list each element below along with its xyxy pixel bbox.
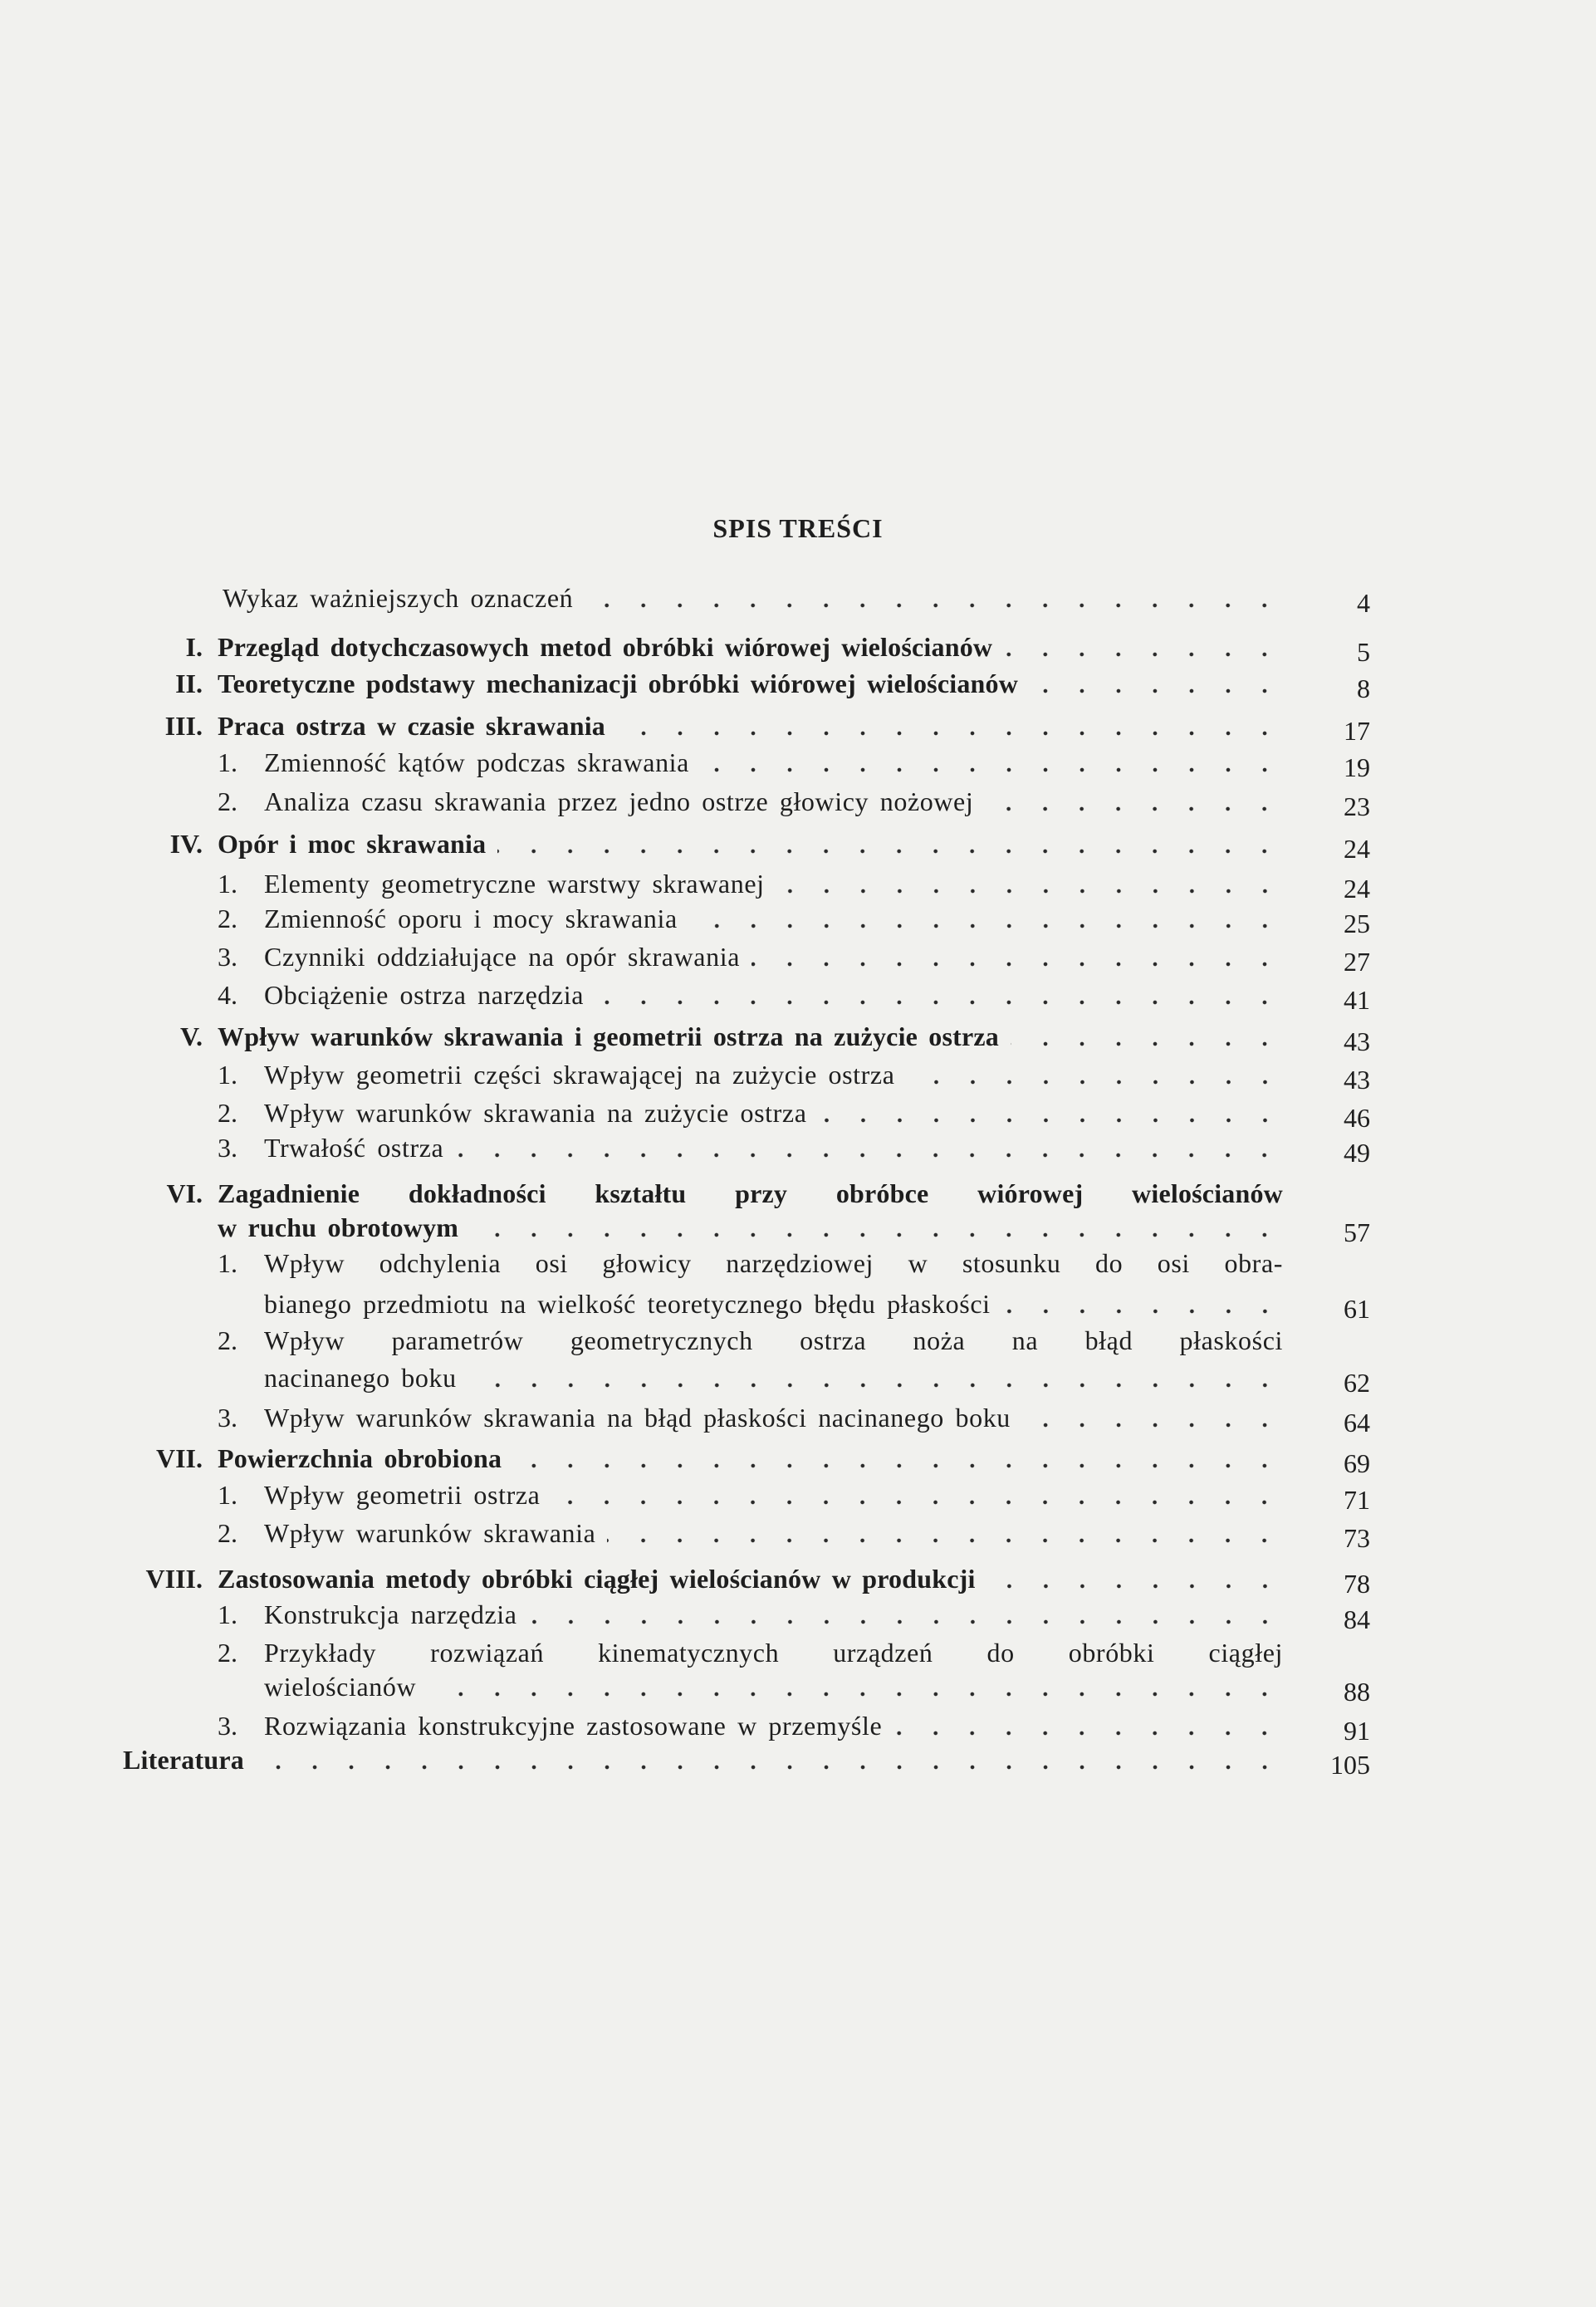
entry-number: 1. (218, 1480, 237, 1510)
entry-line (264, 1131, 1283, 1164)
entry-line (264, 1058, 1283, 1091)
dot-leader (428, 1670, 1283, 1703)
entry-line (218, 630, 1283, 664)
dot-leader (497, 827, 1283, 860)
page-number: 17 (1344, 716, 1370, 746)
entry-title: Czynniki oddziałujące na opór skrawania (264, 942, 740, 972)
dot-leader (751, 940, 1283, 973)
entry-title: bianego przedmiotu na wielkość teoretycznego błędu płaskości (264, 1289, 991, 1319)
entry-title: Wpływ warunków skrawania na zużycie ostrza (264, 1098, 807, 1128)
entry-line (264, 1096, 1283, 1129)
dot-leader (907, 1058, 1283, 1091)
entry-number: III. (164, 711, 203, 741)
entry-title: Zmienność kątów podczas skrawania (264, 747, 689, 777)
entry-line (218, 1020, 1283, 1053)
page-title: SPIS TREŚCI (712, 513, 884, 543)
entry-title: Wpływ warunków skrawania na błąd płaskości nacinanego boku (264, 1403, 1011, 1433)
entry-title: Wpływ geometrii ostrza (264, 1480, 541, 1510)
entry-line (218, 1442, 1283, 1475)
entry-number: VIII. (145, 1564, 203, 1594)
entry-number: 4. (218, 980, 237, 1010)
entry-title: Wpływ parametrów geometrycznych ostrza noża na błąd płaskości (264, 1325, 1283, 1355)
entry-title: nacinanego boku (264, 1363, 457, 1393)
entry-number: 2. (218, 1638, 237, 1668)
entry-number: I. (185, 632, 203, 662)
entry-line (264, 1287, 1283, 1320)
entry-line (218, 667, 1283, 700)
dot-leader (607, 1516, 1283, 1550)
entry-number: IV. (169, 829, 203, 859)
entry-line (264, 1636, 1283, 1669)
entry-line (218, 709, 1283, 742)
entry-line (264, 940, 1283, 973)
entry-number: VI. (166, 1178, 203, 1208)
entry-title: Powierzchnia obrobiona (218, 1443, 502, 1473)
page-number: 64 (1344, 1408, 1370, 1438)
dot-leader (256, 1743, 1283, 1776)
entry-title: Zagadnienie dokładności kształtu przy obróbce wiórowej wielościanów (218, 1178, 1283, 1208)
entry-title: Wpływ warunków skrawania i geometrii ostrza na zużycie ostrza (218, 1021, 999, 1051)
entry-number: V. (180, 1021, 203, 1051)
dot-leader (468, 1361, 1283, 1394)
dot-leader (819, 1096, 1283, 1129)
entry-title: Zastosowania metody obróbki ciągłej wielościanów w produkcji (218, 1564, 976, 1594)
page-number: 71 (1344, 1485, 1370, 1515)
entry-line (264, 1361, 1283, 1394)
dot-leader (1022, 1401, 1283, 1434)
entry-title: Konstrukcja narzędzia (264, 1599, 517, 1629)
entry-title: Analiza czasu skrawania przez jedno ostrze głowicy nożowej (264, 786, 974, 816)
entry-title: Wpływ geometrii części skrawającej na zużycie ostrza (264, 1060, 895, 1090)
page-number: 78 (1344, 1569, 1370, 1599)
page-number: 91 (1344, 1716, 1370, 1746)
page-number: 88 (1344, 1677, 1370, 1707)
page-number: 4 (1357, 588, 1370, 618)
entry-line (264, 1247, 1283, 1280)
entry-number: 2. (218, 1325, 237, 1355)
dot-leader (1002, 1287, 1283, 1320)
page-number: 5 (1357, 637, 1370, 667)
entry-number: 3. (218, 1133, 237, 1163)
entry-number: VII. (155, 1443, 203, 1473)
entry-number: 1. (218, 1060, 237, 1090)
entry-line (264, 1709, 1283, 1742)
dot-leader (595, 978, 1283, 1011)
entry-line (264, 978, 1283, 1011)
dot-leader (513, 1442, 1283, 1475)
page-number: 105 (1330, 1750, 1370, 1780)
page-number: 23 (1344, 791, 1370, 821)
dot-leader (987, 1562, 1283, 1595)
entry-title: Rozwiązania konstrukcyjne zastosowane w przemyśle (264, 1711, 883, 1741)
entry-line (218, 1177, 1283, 1210)
page-number: 57 (1344, 1217, 1370, 1247)
entry-title: Trwałość ostrza (264, 1133, 444, 1163)
entry-title: Wpływ odchylenia osi głowicy narzędziowej w stosunku do osi obra- (264, 1248, 1283, 1278)
entry-line (264, 785, 1283, 818)
page-number: 8 (1357, 673, 1370, 703)
entry-line (264, 1324, 1283, 1357)
dot-leader (776, 867, 1283, 900)
dot-leader (1004, 630, 1283, 664)
page-number: 41 (1344, 985, 1370, 1015)
dot-leader (470, 1211, 1283, 1244)
entry-line (264, 746, 1283, 779)
entry-title: Opór i moc skrawania (218, 829, 487, 859)
entry-number: 3. (218, 942, 237, 972)
entry-title: Przegląd dotychczasowych metod obróbki wiórowej wielościanów (218, 632, 993, 662)
entry-line (264, 1401, 1283, 1434)
dot-leader (455, 1131, 1283, 1164)
entry-title: Zmienność oporu i mocy skrawania (264, 904, 678, 933)
entry-line (264, 867, 1283, 900)
entry-title: Wykaz ważniejszych oznaczeń (223, 583, 574, 613)
entry-line (218, 1211, 1283, 1244)
entry-title: Przykłady rozwiązań kinematycznych urządzeń do obróbki ciągłej (264, 1638, 1283, 1668)
entry-line (218, 827, 1283, 860)
dot-leader (617, 709, 1283, 742)
entry-number: 3. (218, 1403, 237, 1433)
entry-number: 1. (218, 869, 237, 899)
entry-line (264, 1670, 1283, 1703)
dot-leader (701, 746, 1283, 779)
page-number: 43 (1344, 1065, 1370, 1095)
dot-leader (551, 1478, 1283, 1511)
entry-title: Obciążenie ostrza narzędzia (264, 980, 585, 1010)
entry-line (264, 1478, 1283, 1511)
entry-number: 2. (218, 1098, 237, 1128)
dot-leader (893, 1709, 1283, 1742)
entry-number: 3. (218, 1711, 237, 1741)
entry-line (123, 1743, 1283, 1776)
page-number: 62 (1344, 1368, 1370, 1398)
entry-title: Praca ostrza w czasie skrawania (218, 711, 605, 741)
entry-title: w ruchu obrotowym (218, 1212, 459, 1242)
page-number: 19 (1344, 752, 1370, 782)
entry-number: 1. (218, 1248, 237, 1278)
page-number: 49 (1344, 1138, 1370, 1168)
entry-line (218, 1562, 1283, 1595)
page-number: 46 (1344, 1103, 1370, 1133)
entry-title: Literatura (123, 1745, 244, 1775)
dot-leader (689, 902, 1283, 935)
page-number: 24 (1344, 834, 1370, 864)
entry-number: 2. (218, 786, 237, 816)
page-number: 61 (1344, 1294, 1370, 1324)
page-number: 84 (1344, 1604, 1370, 1634)
entry-title: wielościanów (264, 1672, 417, 1702)
entry-title: Teoretyczne podstawy mechanizacji obróbki wiórowej wielościanów (218, 669, 1019, 698)
entry-number: 2. (218, 1518, 237, 1548)
page-number: 27 (1344, 947, 1370, 977)
entry-line (264, 1598, 1283, 1631)
page-number: 24 (1344, 874, 1370, 904)
entry-number: 2. (218, 904, 237, 933)
dot-leader (985, 785, 1283, 818)
entry-title: Wpływ warunków skrawania (264, 1518, 596, 1548)
dot-leader (529, 1598, 1283, 1631)
dot-leader (585, 581, 1283, 615)
entry-line (264, 1516, 1283, 1550)
page-number: 25 (1344, 909, 1370, 938)
entry-line (264, 902, 1283, 935)
entry-number: 1. (218, 747, 237, 777)
page-number: 73 (1344, 1523, 1370, 1553)
entry-line (223, 581, 1283, 615)
entry-number: 1. (218, 1599, 237, 1629)
dot-leader (1030, 667, 1283, 700)
dot-leader (1011, 1020, 1283, 1053)
entry-title: Elementy geometryczne warstwy skrawanej (264, 869, 765, 899)
page-number: 69 (1344, 1448, 1370, 1478)
entry-number: II. (175, 669, 203, 698)
page-number: 43 (1344, 1026, 1370, 1056)
